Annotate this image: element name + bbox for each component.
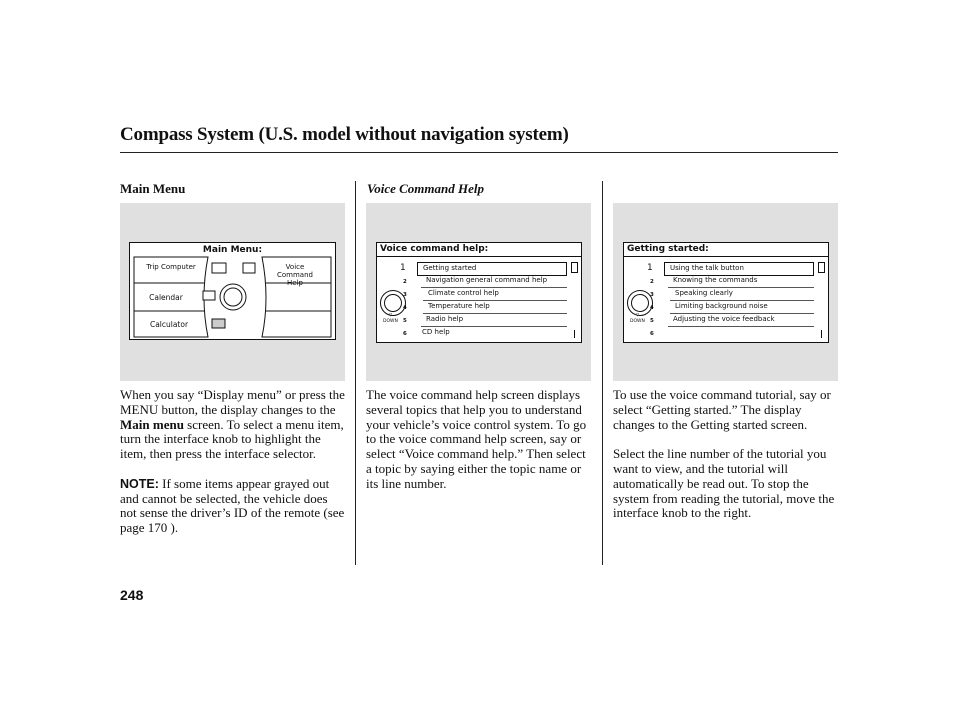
list-item[interactable]: Using the talk button [664, 262, 814, 276]
list-item[interactable]: Limiting background noise [670, 301, 814, 314]
getting-started-screenshot-panel [613, 203, 838, 381]
paragraph-text: The voice command help screen displays several topics that help you to understand your vehicle’s voice control system. To go to the voice command help screen, say or select “Voice command help.” Then select a topic by saying either the topic name or its line number. [366, 387, 587, 491]
scrollbar-thumb[interactable] [571, 262, 578, 273]
list-item[interactable]: Knowing the commands [668, 275, 814, 288]
screen-title: Voice command help: [380, 244, 489, 254]
column-divider [355, 181, 356, 565]
main-menu-screen [129, 242, 336, 340]
row-number: 4 [403, 305, 407, 311]
list-item[interactable]: Adjusting the voice feedback [668, 314, 814, 327]
row-number: 1 [647, 263, 653, 273]
voice-command-help-description [366, 388, 592, 506]
page-number: 248 [120, 587, 144, 603]
getting-started-screen [623, 242, 829, 343]
column-divider [602, 181, 603, 565]
row-number: 1 [400, 263, 406, 273]
row-number: 2 [403, 279, 407, 285]
row-number: 6 [650, 331, 654, 337]
paragraph-text: screen. To select a menu item, turn the interface knob to highlight the item, then press the interface selector. [120, 416, 344, 462]
list-item[interactable]: Radio help [421, 314, 567, 327]
main-menu-description [120, 388, 345, 551]
scrollbar-track-end [821, 330, 822, 338]
voice-command-help-screenshot-panel [366, 203, 591, 381]
row-number: 3 [650, 292, 654, 298]
down-label: DOWN [630, 319, 645, 324]
getting-started-description [613, 388, 843, 536]
down-arrow-icon: ▽ DOWN [630, 313, 645, 324]
list-item[interactable]: Climate control help [423, 288, 567, 301]
menu-item-trip-computer[interactable]: Trip Computer [146, 263, 196, 271]
paragraph-text: Select the line number of the tutorial you want to view, and the tutorial will automatically be read out. To stop the system from reading the tutorial, move the interface knob to the right. [613, 446, 835, 521]
row-number: 2 [650, 279, 654, 285]
page-title: Compass System (U.S. model without navigation system) [120, 124, 569, 145]
down-arrow-icon: ▽ DOWN [383, 313, 398, 324]
row-number: 3 [403, 292, 407, 298]
down-label: DOWN [383, 319, 398, 324]
list-item[interactable]: Temperature help [423, 301, 567, 314]
column-heading-main-menu: Main Menu [120, 181, 186, 196]
screen-title: Main Menu: [202, 245, 263, 255]
menu-item-calendar[interactable]: Calendar [149, 293, 183, 302]
list-item[interactable] [664, 327, 814, 339]
voice-command-help-screen [376, 242, 582, 343]
list-item[interactable]: Navigation general command help [421, 275, 567, 288]
title-underline [377, 256, 581, 257]
note-text: If some items appear grayed out and cannot be selected, the vehicle does not sense the driver’s ID of the remote (see page 170 ). [120, 475, 345, 536]
row-number: 5 [650, 318, 654, 324]
list-item[interactable]: Getting started [417, 262, 567, 276]
title-rule [120, 152, 838, 153]
scrollbar-thumb[interactable] [818, 262, 825, 273]
title-underline [624, 256, 828, 257]
column-heading-voice-command-help: Voice Command Help [367, 181, 484, 196]
paragraph-text: To use the voice command tutorial, say or select “Getting started.” The display changes to the Getting started screen. [613, 387, 831, 432]
note-label: NOTE: [120, 476, 159, 491]
row-number: 5 [403, 318, 407, 324]
menu-item-calculator[interactable]: Calculator [149, 320, 189, 329]
paragraph-text: When you say “Display menu” or press the MENU button, the display changes to the [120, 387, 345, 417]
scrollbar-track-end [574, 330, 575, 338]
row-number: 6 [403, 331, 407, 337]
main-menu-screenshot-panel [120, 203, 345, 381]
row-number: 4 [650, 305, 654, 311]
list-item[interactable]: Speaking clearly [670, 288, 814, 301]
main-menu-term: Main menu [120, 416, 184, 432]
list-item[interactable]: CD help [422, 328, 450, 336]
menu-item-voice-command-help[interactable]: Voice Command Help [277, 263, 313, 287]
screen-title: Getting started: [627, 244, 709, 254]
